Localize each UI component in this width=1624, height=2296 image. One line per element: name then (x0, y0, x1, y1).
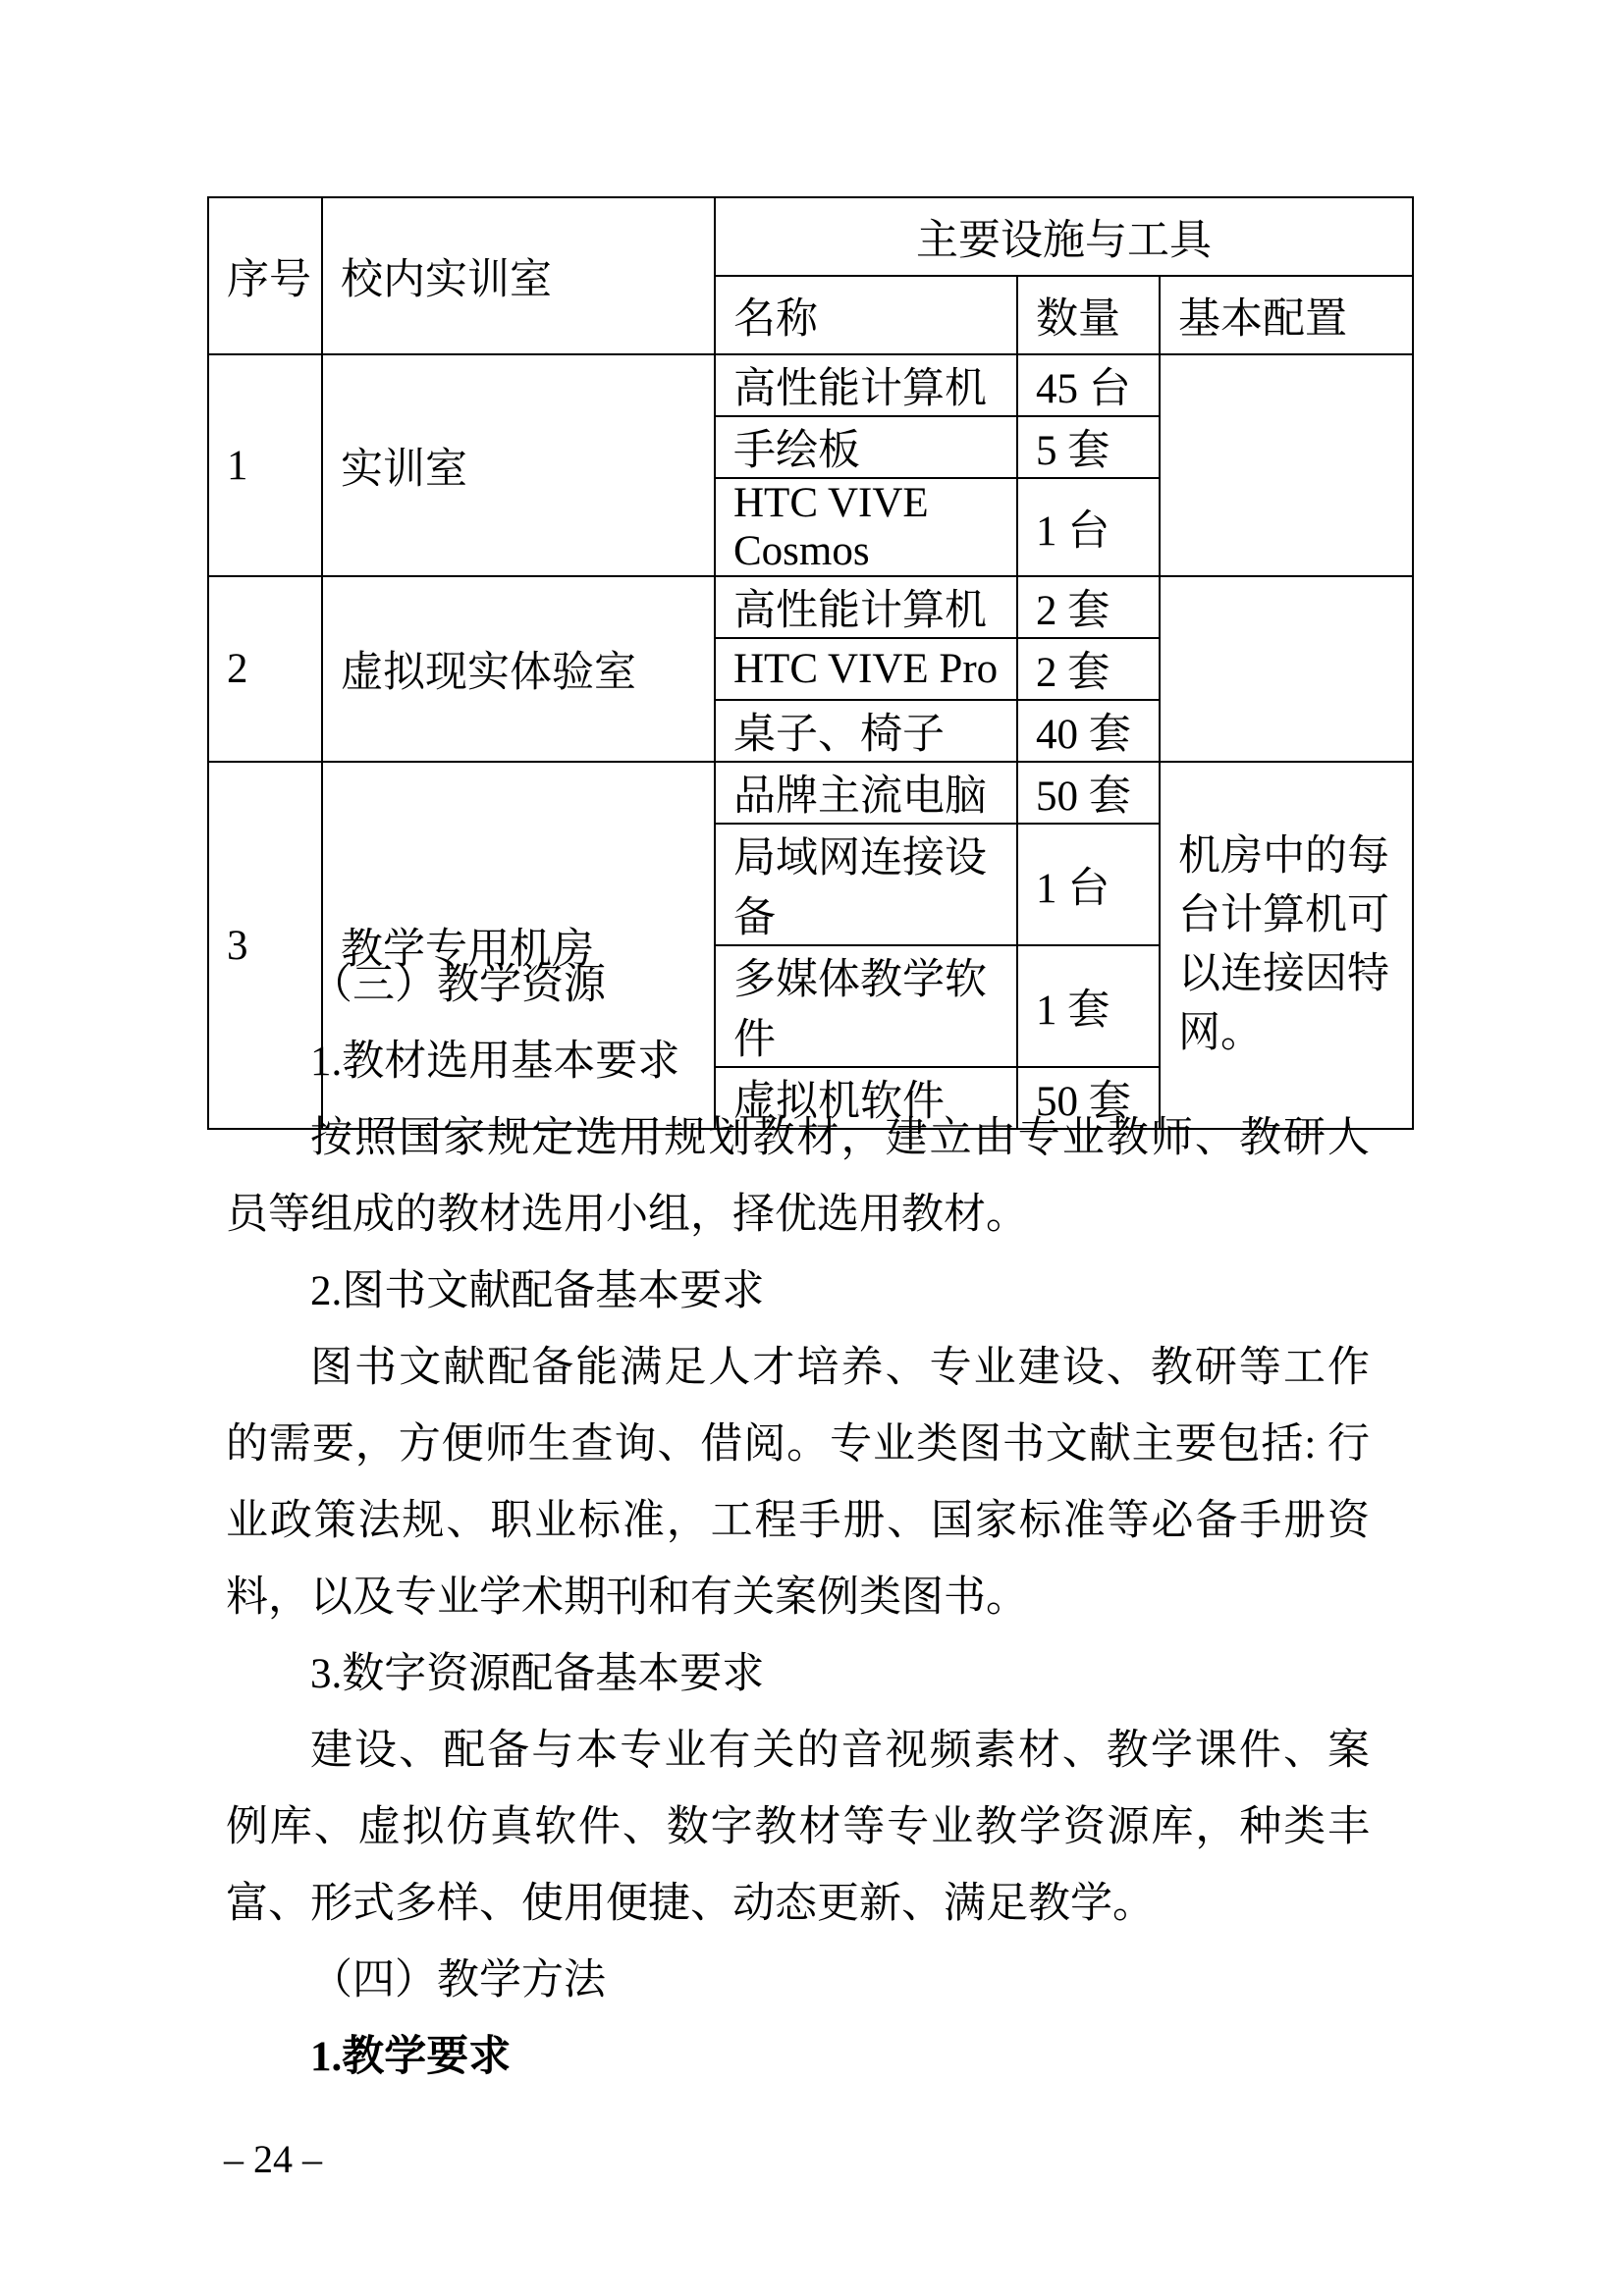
header-room: 校内实训室 (322, 197, 715, 354)
item-quantity: 1 台 (1017, 824, 1160, 945)
item-name: 局域网连接设备 (715, 824, 1017, 945)
table-row (208, 762, 1413, 824)
group-config (1160, 576, 1413, 762)
group-config: 机房中的每台计算机可以连接因特网。 (1160, 762, 1413, 1129)
body-line: 员等组成的教材选用小组，择优选用教材。 (226, 1192, 1028, 1238)
item-quantity: 2 套 (1017, 576, 1160, 638)
group-room: 实训室 (322, 354, 715, 576)
group-config (1160, 354, 1413, 576)
item-name: 高性能计算机 (715, 576, 1017, 638)
header-quantity: 数量 (1017, 276, 1160, 354)
item-name: 高性能计算机 (715, 354, 1017, 416)
item-quantity: 5 套 (1017, 416, 1160, 478)
item-quantity: 45 台 (1017, 354, 1160, 416)
body-line: 建设、配备与本专业有关的音视频素材、教学课件、案 (310, 1728, 1370, 1774)
section-heading: （三）教学资源 (310, 962, 606, 1008)
subsection-heading: 2.图书文献配备基本要求 (310, 1268, 765, 1314)
subsection-heading: 3.数字资源配备基本要求 (310, 1651, 765, 1697)
body-line: 业政策法规、职业标准，工程手册、国家标准等必备手册资 (226, 1498, 1370, 1544)
table-header-row-1 (208, 197, 1413, 276)
body-text (226, 947, 1370, 2096)
item-name: 多媒体教学软件 (715, 945, 1017, 1067)
group-room: 虚拟现实体验室 (322, 576, 715, 762)
subsection-heading-bold: 1.教学要求 (310, 2034, 512, 2080)
header-name: 名称 (715, 276, 1017, 354)
item-quantity: 2 套 (1017, 638, 1160, 700)
group-room: 教学专用机房 (322, 762, 715, 1129)
item-quantity: 50 套 (1017, 1067, 1160, 1129)
subsection-heading: 1.教材选用基本要求 (310, 1039, 680, 1085)
table-row (208, 354, 1413, 416)
header-index: 序号 (208, 197, 322, 354)
body-line: 按照国家规定选用规划教材，建立由专业教师、教研人 (310, 1115, 1370, 1161)
group-index: 2 (208, 576, 322, 762)
header-config: 基本配置 (1160, 276, 1413, 354)
body-line: 图书文献配备能满足人才培养、专业建设、教研等工作 (310, 1345, 1370, 1391)
item-name: 手绘板 (715, 416, 1017, 478)
body-line: 料，以及专业学术期刊和有关案例类图书。 (226, 1575, 1028, 1621)
header-facilities-group: 主要设施与工具 (715, 197, 1413, 276)
item-name: 品牌主流电脑 (715, 762, 1017, 824)
item-quantity: 1 台 (1017, 478, 1160, 576)
body-line: 富、形式多样、使用便捷、动态更新、满足教学。 (226, 1881, 1155, 1927)
item-name: HTC VIVE Pro (715, 638, 1017, 700)
item-quantity: 1 套 (1017, 945, 1160, 1067)
body-line: 的需要，方便师生查询、借阅。专业类图书文献主要包括: 行 (226, 1421, 1370, 1468)
page-number: – 24 – (224, 2137, 322, 2181)
item-name: 虚拟机软件 (715, 1067, 1017, 1129)
table-row (208, 576, 1413, 638)
item-quantity: 40 套 (1017, 700, 1160, 762)
section-heading: （四）教学方法 (310, 1957, 606, 2003)
group-index: 1 (208, 354, 322, 576)
item-name: 桌子、椅子 (715, 700, 1017, 762)
item-quantity: 50 套 (1017, 762, 1160, 824)
body-line: 例库、虚拟仿真软件、数字教材等专业教学资源库，种类丰 (226, 1804, 1370, 1850)
group-index: 3 (208, 762, 322, 1129)
item-name: HTC VIVE Cosmos (715, 478, 1017, 576)
